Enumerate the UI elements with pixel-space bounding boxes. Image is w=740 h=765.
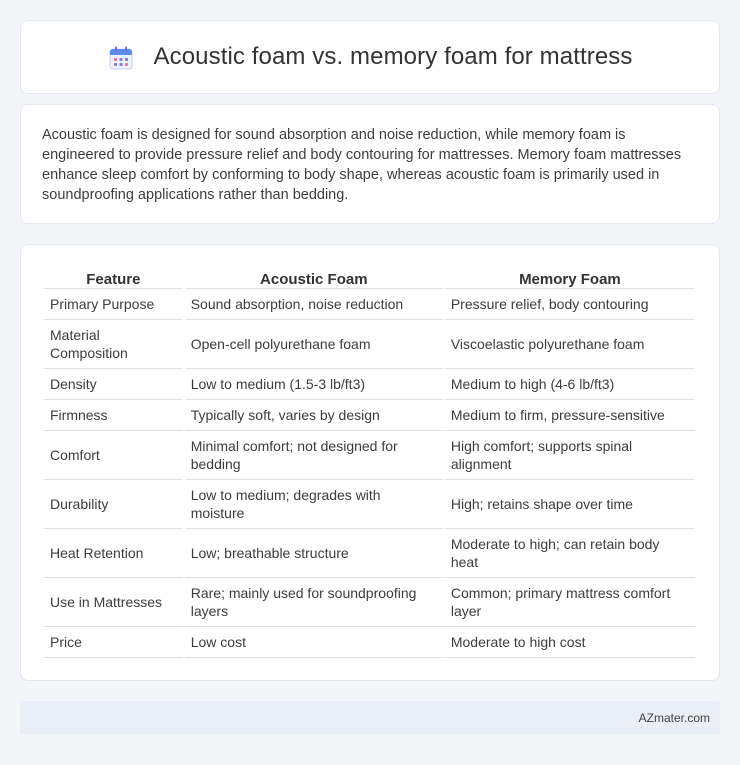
memory-cell: Moderate to high; can retain body heat bbox=[445, 529, 695, 578]
table-row bbox=[44, 369, 695, 400]
table-row bbox=[44, 431, 695, 480]
acoustic-cell: Typically soft, varies by design bbox=[185, 400, 443, 431]
memory-cell: Medium to firm, pressure-sensitive bbox=[445, 400, 695, 431]
feature-cell: Use in Mattresses bbox=[44, 578, 183, 627]
footer bbox=[20, 701, 720, 734]
table-row bbox=[44, 578, 695, 627]
feature-cell: Durability bbox=[44, 480, 183, 529]
calendar-icon bbox=[108, 45, 134, 71]
memory-cell: Medium to high (4-6 lb/ft3) bbox=[445, 369, 695, 400]
memory-cell: Pressure relief, body contouring bbox=[445, 289, 695, 320]
header-memory-foam: Memory Foam bbox=[445, 265, 695, 289]
intro-card bbox=[20, 104, 720, 224]
acoustic-cell: Low to medium (1.5-3 lb/ft3) bbox=[185, 369, 443, 400]
table-header-row bbox=[44, 265, 695, 289]
table-row bbox=[44, 529, 695, 578]
header-feature: Feature bbox=[44, 265, 183, 289]
feature-cell: Density bbox=[44, 369, 183, 400]
feature-cell: Primary Purpose bbox=[44, 289, 183, 320]
title-card bbox=[20, 20, 720, 94]
table-row bbox=[44, 400, 695, 431]
comparison-table bbox=[42, 265, 697, 658]
footer-brand: AZmater.com bbox=[638, 710, 710, 725]
table-row bbox=[44, 480, 695, 529]
table-row bbox=[44, 627, 695, 658]
feature-cell: Price bbox=[44, 627, 183, 658]
acoustic-cell: Minimal comfort; not designed for bedding bbox=[185, 431, 443, 480]
feature-cell: Firmness bbox=[44, 400, 183, 431]
page-title: Acoustic foam vs. memory foam for mattress bbox=[153, 43, 633, 70]
memory-cell: Moderate to high cost bbox=[445, 627, 695, 658]
acoustic-cell: Rare; mainly used for soundproofing layers bbox=[185, 578, 443, 627]
feature-cell: Comfort bbox=[44, 431, 183, 480]
table-row bbox=[44, 320, 695, 369]
feature-cell: Material Composition bbox=[44, 320, 183, 369]
memory-cell: High comfort; supports spinal alignment bbox=[445, 431, 695, 480]
memory-cell: High; retains shape over time bbox=[445, 480, 695, 529]
comparison-card bbox=[20, 244, 720, 681]
memory-cell: Viscoelastic polyurethane foam bbox=[445, 320, 695, 369]
acoustic-cell: Sound absorption, noise reduction bbox=[185, 289, 443, 320]
acoustic-cell: Low; breathable structure bbox=[185, 529, 443, 578]
acoustic-cell: Low cost bbox=[185, 627, 443, 658]
acoustic-cell: Open-cell polyurethane foam bbox=[185, 320, 443, 369]
intro-text: Acoustic foam is designed for sound absorption and noise reduction, while memory foam is engineered to provide pressure relief and body contouring for mattresses. Memory foam mattresses enhance sleep comfort by conforming to body shape, whereas acoustic foam is primarily used in soundproofing applications rather than bedding. bbox=[42, 127, 682, 203]
table-row bbox=[44, 289, 695, 320]
acoustic-cell: Low to medium; degrades with moisture bbox=[185, 480, 443, 529]
feature-cell: Heat Retention bbox=[44, 529, 183, 578]
memory-cell: Common; primary mattress comfort layer bbox=[445, 578, 695, 627]
header-acoustic-foam: Acoustic Foam bbox=[185, 265, 443, 289]
